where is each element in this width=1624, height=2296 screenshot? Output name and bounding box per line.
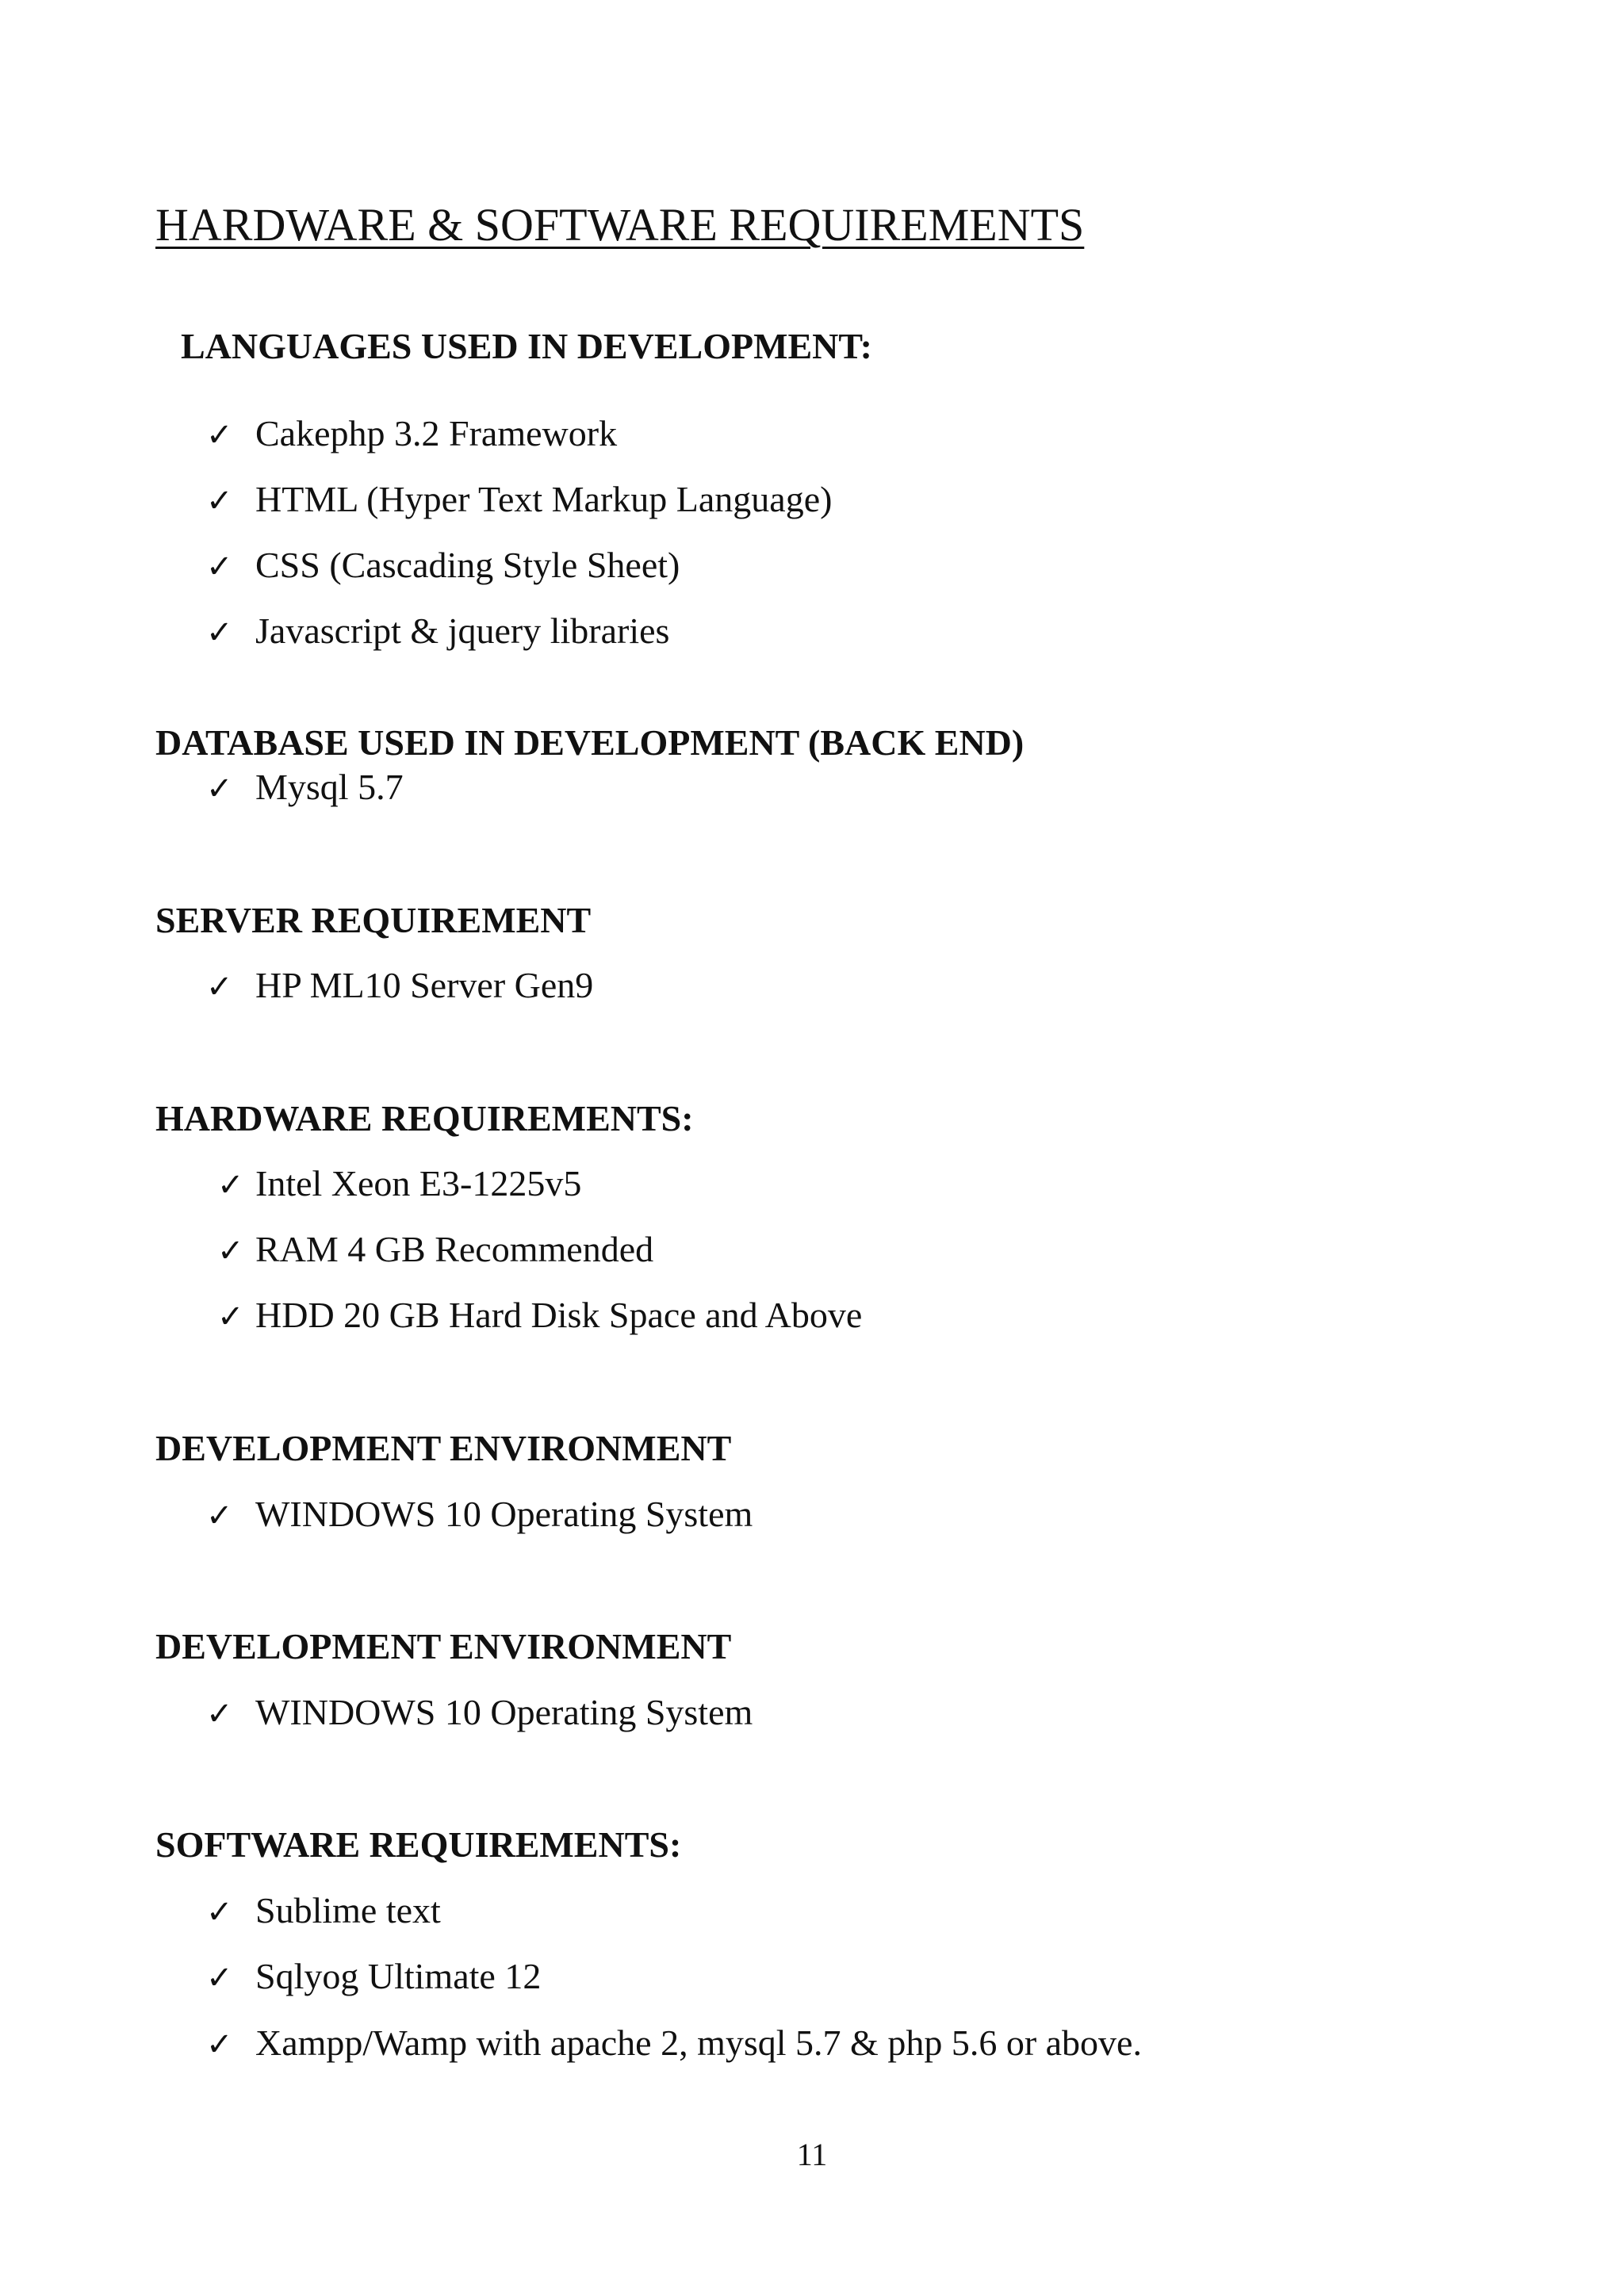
section-heading-database: DATABASE USED IN DEVELOPMENT (BACK END) [155, 722, 1025, 763]
list-item-text: Sqlyog Ultimate 12 [255, 1956, 542, 1996]
list-item-text: Cakephp 3.2 Framework [255, 413, 618, 453]
list-item-text: HDD 20 GB Hard Disk Space and Above [255, 1295, 863, 1335]
checkmark-icon: ✓ [217, 1167, 244, 1203]
section-heading-dev-environment: DEVELOPMENT ENVIRONMENT [155, 1626, 732, 1667]
checkmark-icon: ✓ [206, 549, 233, 585]
list-item-text: Sublime text [255, 1890, 441, 1931]
checkmark-icon: ✓ [206, 1498, 233, 1534]
list-item-text: HP ML10 Server Gen9 [255, 965, 594, 1005]
list-item-text: WINDOWS 10 Operating System [255, 1692, 753, 1732]
checkmark-icon: ✓ [206, 771, 233, 807]
list-item-text: CSS (Cascading Style Sheet) [255, 545, 680, 585]
section-heading-dev-environment: DEVELOPMENT ENVIRONMENT [155, 1428, 732, 1468]
section-heading-hardware: HARDWARE REQUIREMENTS: [155, 1098, 694, 1138]
checkmark-icon: ✓ [206, 483, 233, 519]
checkmark-icon: ✓ [206, 2026, 233, 2063]
checkmark-icon: ✓ [206, 614, 233, 651]
page-title: HARDWARE & SOFTWARE REQUIREMENTS [155, 199, 1085, 251]
checkmark-icon: ✓ [217, 1299, 244, 1335]
checkmark-icon: ✓ [206, 1894, 233, 1931]
checkmark-icon: ✓ [206, 1960, 233, 1996]
list-item-text: Mysql 5.7 [255, 767, 404, 807]
checkmark-icon: ✓ [217, 1233, 244, 1269]
checkmark-icon: ✓ [206, 1696, 233, 1732]
list-item-text: Intel Xeon E3-1225v5 [255, 1163, 582, 1203]
section-heading-software: SOFTWARE REQUIREMENTS: [155, 1824, 682, 1865]
checkmark-icon: ✓ [206, 417, 233, 453]
list-item-text: WINDOWS 10 Operating System [255, 1494, 753, 1534]
section-heading-languages: LANGUAGES USED IN DEVELOPMENT: [181, 326, 872, 366]
list-item-text: RAM 4 GB Recommended [255, 1229, 654, 1269]
list-item-text: Xampp/Wamp with apache 2, mysql 5.7 & php 5.6 or above. [255, 2022, 1142, 2063]
list-item-text: HTML (Hyper Text Markup Language) [255, 479, 833, 519]
section-heading-server: SERVER REQUIREMENT [155, 900, 592, 940]
checkmark-icon: ✓ [206, 969, 233, 1005]
page-number: 11 [796, 2137, 828, 2172]
list-item-text: Javascript & jquery libraries [255, 610, 670, 651]
